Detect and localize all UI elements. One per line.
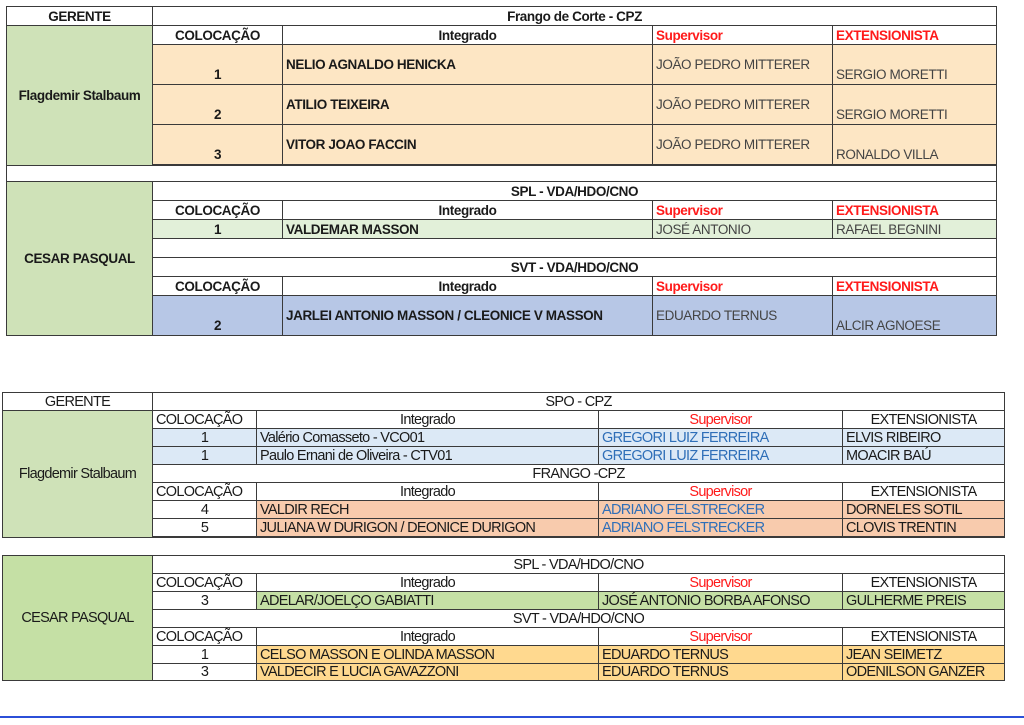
col-header-extensionista: EXTENSIONISTA [833, 26, 997, 45]
table-row: 1 CELSO MASSON E OLINDA MASSON EDUARDO TERNUS JEAN SEIMETZ [3, 646, 1005, 664]
table-row: 2 JARLEI ANTONIO MASSON / CLEONICE V MASSON EDUARDO TERNUS ALCIR AGNOESE [7, 296, 997, 336]
manager-name: Flagdemir Stalbaum [7, 26, 153, 166]
section-title-svt: SVT - VDA/HDO/CNO [153, 258, 997, 277]
table-row: 3 ADELAR/JOELÇO GABIATTI JOSÉ ANTONIO BORBA AFONSO GULHERME PREIS [3, 592, 1005, 610]
table-row: 1 Paulo Ernani de Oliveira - CTV01 GREGORI LUIZ FERREIRA MOACIR BAÚ [3, 447, 1005, 465]
table-row: 2 ATILIO TEIXEIRA JOÃO PEDRO MITTERER SERGIO MORETTI [7, 85, 997, 125]
col-header-integrado: Integrado [283, 26, 653, 45]
section-title-svt-2: SVT - VDA/HDO/CNO [153, 610, 1005, 628]
manager-name-3: Flagdemir Stalbaum [3, 411, 153, 538]
section-title-spo: SPO - CPZ [153, 393, 1005, 411]
table-row: 1 NELIO AGNALDO HENICKA JOÃO PEDRO MITTERER SERGIO MORETTI [7, 45, 997, 85]
section-title-spl-2: SPL - VDA/HDO/CNO [153, 556, 1005, 574]
ranking-table-top: GERENTE Frango de Corte - CPZ Flagdemir Stalbaum COLOCAÇÃO Integrado Supervisor EXTENSIONISTA 1 NELIO AGNALDO HENICKA JOÃO PEDRO MITTERER SERGIO MORETTI 2 ATILIO TEIXEIRA JOÃO PEDRO MITTERER SERGIO MORETTI 3 VITOR JOAO FACCIN JOÃO PEDRO MITTERER RONALDO VILLA CESAR PASQUAL SPL - VDA/HDO/CNO COLOCAÇÃO Integrado Supervisor EXTENSIONISTA 1 VALDEMAR MASSON JOSÉ ANTONIO RAFAEL BEGNINI SVT - VDA/HDO/CNO COLOCAÇÃO Integrado Supervisor EXTENSIONISTA 2 JARLEI ANTONIO MASSON / CLEONICE V MASSON EDUARDO TERNUS ALCIR AGNOESE [6, 6, 997, 336]
table-row: 1 VALDEMAR MASSON JOSÉ ANTONIO RAFAEL BEGNINI [7, 220, 997, 239]
section-divider [7, 166, 997, 182]
manager-name-4: CESAR PASQUAL [3, 556, 153, 681]
ranking-table-bottom: GERENTE SPO - CPZ Flagdemir Stalbaum COLOCAÇÃO Integrado Supervisor EXTENSIONISTA 1 Valério Comasseto - VCO01 GREGORI LUIZ FERREIRA ELVIS RIBEIRO 1 Paulo Ernani de Oliveira - CTV01 GREGORI LUIZ FERREIRA MOACIR BAÚ FRANGO -CPZ COLOCAÇÃO Integrado Supervisor EXTENSIONISTA 4 VALDIR RECH ADRIANO FELSTRECKER DORNELES SOTIL 5 JULIANA W DURIGON / DEONICE DURIGON ADRIANO FELSTRECKER CLOVIS TRENTIN CESAR PASQUAL SPL - VDA/HDO/CNO COLOCAÇÃO Integrado Supervisor EXTENSIONISTA 3 ADELAR/JOELÇO GABIATTI JOSÉ ANTONIO BORBA AFONSO GULHERME PREIS SVT - VDA/HDO/CNO COLOCAÇÃO Integrado Supervisor EXTENSIONISTA 1 CELSO MASSON E OLINDA MASSON EDUARDO TERNUS JEAN SEIMETZ 3 VALDECIR E LUCIA GAVAZZONI EDUARDO TERNUS ODENILSON GANZER [2, 392, 1005, 681]
table-row: 4 VALDIR RECH ADRIANO FELSTRECKER DORNELES SOTIL [3, 501, 1005, 519]
section-title-frango-2: FRANGO -CPZ [153, 465, 1005, 483]
bottom-border-line [0, 716, 1024, 718]
section-title-frango: Frango de Corte - CPZ [153, 7, 997, 26]
gerente-header: GERENTE [7, 7, 153, 26]
section-divider-2 [3, 538, 1005, 556]
table-row: 3 VITOR JOAO FACCIN JOÃO PEDRO MITTERER RONALDO VILLA [7, 125, 997, 165]
table-row: 3 VALDECIR E LUCIA GAVAZZONI EDUARDO TERNUS ODENILSON GANZER [3, 664, 1005, 681]
section-title-spl: SPL - VDA/HDO/CNO [153, 182, 997, 201]
gerente-header-2: GERENTE [3, 393, 153, 411]
col-header-supervisor: Supervisor [653, 26, 833, 45]
col-header-colocacao: COLOCAÇÃO [153, 26, 283, 45]
table-row: 5 JULIANA W DURIGON / DEONICE DURIGON ADRIANO FELSTRECKER CLOVIS TRENTIN [3, 519, 1005, 537]
manager-name-2: CESAR PASQUAL [7, 182, 153, 336]
table-row: 1 Valério Comasseto - VCO01 GREGORI LUIZ FERREIRA ELVIS RIBEIRO [3, 429, 1005, 447]
